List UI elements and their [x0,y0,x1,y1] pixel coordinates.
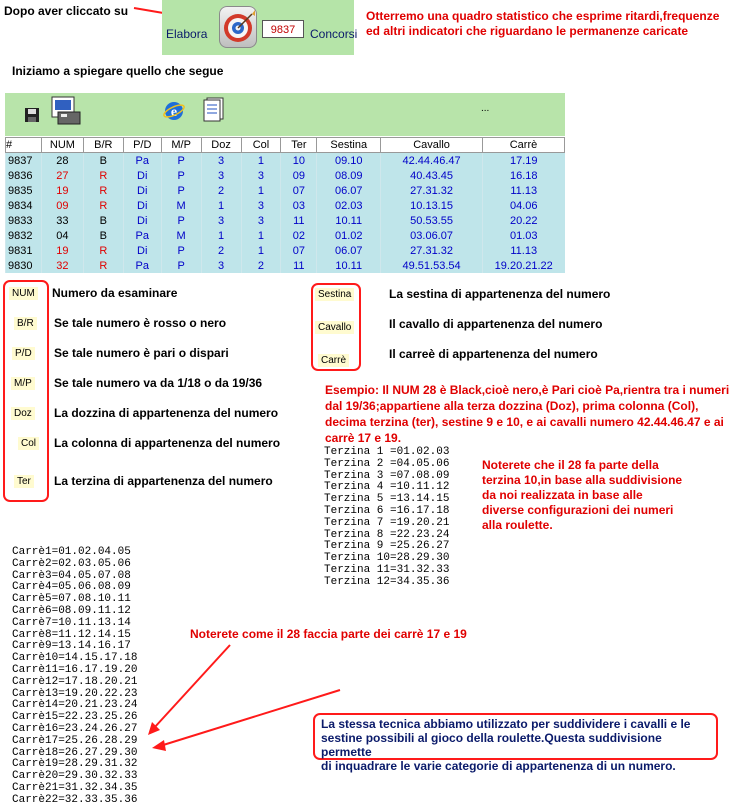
table-cell: 1 [241,153,281,169]
final-note-line: La stessa tecnica abbiamo utilizzato per suddividere i cavalli e le [321,717,691,731]
legend-description: Se tale numero è rosso o nero [54,316,227,330]
carre-item: Carrè2=02.03.05.06 [12,557,131,570]
terzina-item: Terzina 2 =04.05.06 [324,457,450,470]
carre-item: Carrè4=05.06.08.09 [12,581,131,594]
carre-item: Carrè18=26.27.29.30 [12,746,138,759]
column-header[interactable]: P/D [123,138,161,153]
carre-item: Carrè11=16.17.19.20 [12,663,138,676]
table-cell: 9833 [6,213,42,228]
final-note-line: sestine possibili al gioco della roulette.Questa suddivisione permette [321,731,662,759]
table-cell: 3 [201,213,241,228]
terzina-note-line: alla roulette. [482,518,553,532]
elabora-label: Elabora [166,27,208,41]
table-cell: Pa [123,153,161,169]
table-cell: 09 [281,168,317,183]
elabora-target-button[interactable] [219,6,257,48]
column-header[interactable]: NUM [41,138,83,153]
legend-chip: Carrè [318,354,349,367]
legend-chip: NUM [9,287,38,300]
table-cell: B [83,213,123,228]
internet-explorer-icon[interactable] [162,98,186,122]
terzina-item: Terzina 1 =01.02.03 [324,446,450,458]
toolbar [5,93,565,136]
table-header-row [6,138,565,153]
carre-item: Carrè10=14.15.17.18 [12,652,138,665]
legend-chip: Col [18,437,39,450]
table-cell: B [83,153,123,169]
table-cell: 20.22 [482,213,564,228]
carre-item: Carrè6=08.09.11.12 [12,604,131,617]
carre-list [12,547,137,807]
table-cell: 27.31.32 [381,243,483,258]
header-note-line: ed altri indicatori che riguardano le permanenze caricate [366,24,689,38]
legend-description: Il carreè di appartenenza del numero [389,347,598,361]
table-cell: 04.06 [482,198,564,213]
carre-item: Carrè14=20.21.23.24 [12,699,138,712]
table-cell: R [83,258,123,273]
table-cell: 09 [41,198,83,213]
table-row[interactable] [6,168,565,183]
final-note-box [313,713,718,773]
table-cell: 3 [241,198,281,213]
column-header[interactable]: Sestina [317,138,381,153]
terzina-item: Terzina 7 =19.20.21 [324,516,450,529]
header-note-line: Otterremo una quadro statistico che esprime ritardi,frequenze [366,9,720,23]
table-cell: 02 [281,228,317,243]
results-table-grid [5,137,565,273]
table-cell: 10 [281,153,317,169]
table-cell: 11.13 [482,243,564,258]
results-table [5,137,565,273]
example-line: carrè 17 e 19. [325,431,402,445]
table-cell: 11 [281,258,317,273]
table-row[interactable] [6,198,565,213]
table-cell: 42.44.46.47 [381,153,483,169]
column-header[interactable]: B/R [83,138,123,153]
target-icon [219,6,257,48]
table-cell: 03.06.07 [381,228,483,243]
table-cell: 19.20.21.22 [482,258,564,273]
table-cell: 49.51.53.54 [381,258,483,273]
table-cell: R [83,168,123,183]
table-cell: 9832 [6,228,42,243]
carre-item: Carrè3=04.05.07.08 [12,569,131,582]
carre-item: Carrè9=13.14.16.17 [12,640,131,653]
table-cell: 3 [241,213,281,228]
example-line: Esempio: Il NUM 28 è Black,cioè nero,è Pari cioè Pa,rientra tra i numeri [325,383,730,397]
example-text [325,382,729,446]
table-cell: 9831 [6,243,42,258]
column-header[interactable]: Col [241,138,281,153]
table-cell: 3 [201,168,241,183]
table-cell: B [83,228,123,243]
document-icon[interactable] [203,96,225,122]
carre-item: Carrè8=11.12.14.15 [12,628,131,641]
carre-item: Carrè21=31.32.34.35 [12,781,138,794]
terzina-item: Terzina 10=28.29.30 [324,552,450,565]
table-cell: 06.07 [317,183,381,198]
carre-item: Carrè17=25.26.28.29 [12,734,138,747]
table-cell: 04 [41,228,83,243]
legend-description: Se tale numero va da 1/18 o da 19/36 [54,376,263,390]
table-cell: 3 [201,258,241,273]
table-cell: Pa [123,228,161,243]
table-cell: M [161,198,201,213]
legend-chip: Cavallo [315,321,354,334]
table-cell: 11 [281,213,317,228]
carre-item: Carrè16=23.24.26.27 [12,722,138,735]
table-cell: 1 [201,228,241,243]
table-row[interactable] [6,258,565,273]
table-cell: 9835 [6,183,42,198]
table-cell: 33 [41,213,83,228]
table-cell: 3 [241,168,281,183]
table-cell: Pa [123,258,161,273]
terzina-item: Terzina 11=31.32.33 [324,563,450,576]
legend-description: Numero da esaminare [52,286,178,300]
legend-description: La dozzina di appartenenza del numero [54,406,279,420]
table-cell: 28 [41,153,83,169]
final-note-line: di inquadrare le varie categorie di appartenenza di un numero. [321,759,676,773]
legend-description: La colonna di appartenenza del numero [54,436,281,450]
carre-item: Carrè20=29.30.32.33 [12,770,138,783]
table-cell: Di [123,183,161,198]
legend-chip: Sestina [315,288,354,301]
table-cell: 10.11 [317,258,381,273]
table-cell: 9837 [6,153,42,169]
table-cell: 01.02 [317,228,381,243]
table-cell: 27 [41,168,83,183]
table-cell: 07 [281,183,317,198]
carre-item: Carrè13=19.20.22.23 [12,687,138,700]
intro-text: Dopo aver cliccato su [4,4,129,18]
table-cell: 17.19 [482,153,564,169]
header-note [366,9,719,39]
table-cell: 19 [41,243,83,258]
table-body [6,153,565,274]
table-cell: 2 [241,258,281,273]
column-header[interactable]: M/P [161,138,201,153]
column-header[interactable]: Cavallo [381,138,483,153]
column-header[interactable]: Ter [281,138,317,153]
table-cell: 06.07 [317,243,381,258]
table-cell: R [83,243,123,258]
table-cell: 19 [41,183,83,198]
table-cell: R [83,183,123,198]
legend-chip: Ter [14,475,34,488]
legend-description: La terzina di appartenenza del numero [54,474,273,488]
terzina-note-line: da noi realizzata in base alle [482,488,643,502]
table-cell: 9830 [6,258,42,273]
carre-item: Carrè12=17.18.20.21 [12,675,138,688]
film-print-icon[interactable] [49,95,81,125]
carre-item: Carrè7=10.11.13.14 [12,616,131,629]
concorsi-label: Concorsi [310,27,358,41]
table-cell: R [83,198,123,213]
table-cell: P [161,258,201,273]
legend-left-box [3,280,49,502]
terzina-note-line: terzina 10,in base alla suddivisione [482,473,683,487]
table-cell: 08.09 [317,168,381,183]
legend-chip: Doz [11,407,35,420]
table-cell: 1 [241,243,281,258]
toolbar-ellipsis[interactable]: ... [481,103,490,114]
table-row[interactable] [6,228,565,243]
legend-description: La sestina di appartenenza del numero [389,287,611,301]
table-cell: 1 [201,198,241,213]
table-cell: 07 [281,243,317,258]
table-cell: 11.13 [482,183,564,198]
carre-item: Carrè5=07.08.10.11 [12,593,131,606]
table-cell: 27.31.32 [381,183,483,198]
table-cell: 16.18 [482,168,564,183]
carre-item: Carrè1=01.02.04.05 [12,546,131,558]
table-cell: 9834 [6,198,42,213]
terzina-item: Terzina 12=34.35.36 [324,575,450,588]
table-cell: 50.53.55 [381,213,483,228]
table-cell: P [161,243,201,258]
table-cell: P [161,153,201,169]
table-cell: Di [123,213,161,228]
table-cell: Di [123,168,161,183]
concorsi-input[interactable]: 9837 [262,20,304,38]
table-cell: 03 [281,198,317,213]
terzina-item: Terzina 9 =25.26.27 [324,540,450,553]
terzina-note-line: diverse configurazioni dei numeri [482,503,674,517]
terzina-item: Terzina 6 =16.17.18 [324,504,450,517]
legend-description: Il cavallo di appartenenza del numero [389,317,603,331]
legend-chip: P/D [12,347,35,360]
table-cell: 3 [201,153,241,169]
legend-chip: B/R [14,317,37,330]
terzina-item: Terzina 3 =07.08.09 [324,469,450,482]
legend-chip: M/P [11,377,35,390]
table-cell: Di [123,243,161,258]
table-cell: 10.11 [317,213,381,228]
svg-text:e: e [170,105,178,120]
table-cell: P [161,213,201,228]
carre-item: Carrè22=32.33.35.36 [12,793,138,806]
table-cell: 32 [41,258,83,273]
table-cell: 02.03 [317,198,381,213]
table-cell: M [161,228,201,243]
carre-note: Noterete come il 28 faccia parte dei carrè 17 e 19 [190,627,467,641]
column-header[interactable]: Carrè [482,138,564,153]
column-header[interactable]: # [6,138,42,153]
example-line: decima terzina (ter), sestine 9 e 10, e ai cavalli numero 42.44.46.47 e ai [325,415,724,429]
table-cell: 01.03 [482,228,564,243]
example-line: dal 19/36;appartiene alla terza dozzina (Doz), prima colonna (Col), [325,399,699,413]
table-cell: 2 [201,183,241,198]
table-cell: P [161,183,201,198]
subtitle: Iniziamo a spiegare quello che segue [12,64,224,78]
table-cell: P [161,168,201,183]
table-cell: 10.13.15 [381,198,483,213]
table-cell: 40.43.45 [381,168,483,183]
terzina-note [482,458,682,533]
carre-item: Carrè19=28.29.31.32 [12,758,138,771]
table-cell: 9836 [6,168,42,183]
table-cell: 1 [241,183,281,198]
table-cell: 2 [201,243,241,258]
table-cell: 1 [241,228,281,243]
table-cell: 09.10 [317,153,381,169]
terzina-item: Terzina 5 =13.14.15 [324,493,450,506]
table-row[interactable] [6,243,565,258]
carre-item: Carrè15=22.23.25.26 [12,711,138,724]
table-cell: Di [123,198,161,213]
terzine-list [324,447,449,589]
column-header[interactable]: Doz [201,138,241,153]
legend-description: Se tale numero è pari o dispari [54,346,229,360]
table-row[interactable] [6,213,565,228]
table-row[interactable] [6,183,565,198]
terzina-item: Terzina 4 =10.11.12 [324,481,450,494]
terzina-note-line: Noterete che il 28 fa parte della [482,458,659,472]
save-icon[interactable] [25,108,39,122]
terzina-item: Terzina 8 =22.23.24 [324,528,450,541]
table-row[interactable] [6,153,565,169]
